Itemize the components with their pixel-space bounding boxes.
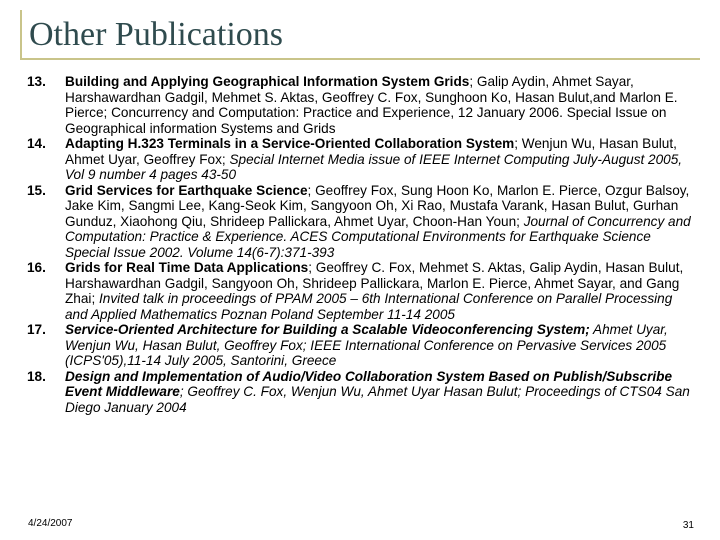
publication-item-13 [27,74,695,136]
publication-number: 15. [27,182,46,198]
publication-item-15 [27,183,695,261]
publication-venue: Invited talk in proceedings of PPAM 2005 – 6th International Conference on Parallel Processing and Applied Mathematics Poznan Poland September 11-14 2005 [65,291,673,322]
publication-item-16 [27,260,695,322]
publication-authors: ; Geoffrey Fox, Sung Hoon Ko, Marlon E. Pierce, Ozgur Balsoy, Jake Kim, Sangmi Lee, Kang-Seok Kim, Sangyoon Oh, Xi Rao, Mustafa Varank, Hasan Bulut, Gurhan Gunduz, Xiaohong Qiu, Shrideep Pallickara, Ahmet Uyar, Choon-Han Youn; [65,182,690,229]
publication-title: Grid Services for Earthquake Science [65,182,308,198]
publication-title: Service-Oriented Architecture for Building a Scalable Videoconferencing System; [65,322,590,337]
page-number: 31 [682,520,694,531]
publication-number: 13. [27,74,46,89]
publication-details: ; Galip Aydin, Ahmet Sayar, Harshawardhan Gadgil, Mehmet S. Aktas, Geoffrey C. Fox, Sunghoon Ko, Hasan Bulut,and Marlon E. Pierce; Concurrency and Computation: Practice and Experience, 12 January 2006. Special Issue on Geographical information Systems and Grids [65,74,678,136]
publication-item-14 [27,136,695,183]
publication-authors: ; Geoffrey C. Fox, Mehmet S. Aktas, Galip Aydin, Hasan Bulut, Harshawardhan Gadgil, Sangyoon Oh, Shrideep Pallickara, Marlon E. Pierce, Ahmet Sayar, and Gang Zhai; [65,260,684,306]
publication-details: Ahmet Uyar, Wenjun Wu, Hasan Bulut, Geoffrey Fox; IEEE International Conference on Pervasive Services 2005 (ICPS'05),11-14 July 2005, Santorini, Greece [65,322,668,368]
publication-text [65,260,695,322]
publication-venue: Journal of Concurrency and Computation: Practice & Experience. ACES Computational Environments for Earthquake Science Special Issue 2002. Volume 14(6-7):371-393 [65,213,691,260]
publication-title: Building and Applying Geographical Information System Grids [65,74,470,89]
publication-title: Adapting H.323 Terminals in a Service-Oriented Collaboration System [65,136,515,151]
publication-details: ; Geoffrey C. Fox, Wenjun Wu, Ahmet Uyar Hasan Bulut; Proceedings of CTS04 San Diego January 2004 [65,384,690,415]
publication-text [65,74,695,136]
publication-text [65,136,695,183]
publication-text [65,183,695,261]
publication-venue: Special Internet Media issue of IEEE Internet Computing July-August 2005, Vol 9 number 4 pages 43-50 [65,151,683,182]
publication-title: Grids for Real Time Data Applications [65,260,309,275]
title-frame-vertical-line [20,10,22,58]
publication-text [65,322,695,369]
publication-authors: ; Wenjun Wu, Hasan Bulut, Ahmet Uyar, Geoffrey Fox; [65,136,677,167]
title-frame-horizontal-line [20,58,700,60]
publication-number: 17. [27,322,46,337]
publication-item-17 [27,322,695,369]
page-title: Other Publications [29,16,284,53]
publication-list [27,74,695,415]
publication-title: Design and Implementation of Audio/Video Collaboration System Based on Publish/Subscribe Event Middleware [65,368,673,399]
publication-number: 14. [27,136,46,151]
publication-number: 16. [27,260,46,275]
publication-item-18 [27,369,695,416]
publication-number: 18. [27,368,46,384]
footer-date: 4/24/2007 [28,518,73,529]
publication-text [65,369,695,416]
